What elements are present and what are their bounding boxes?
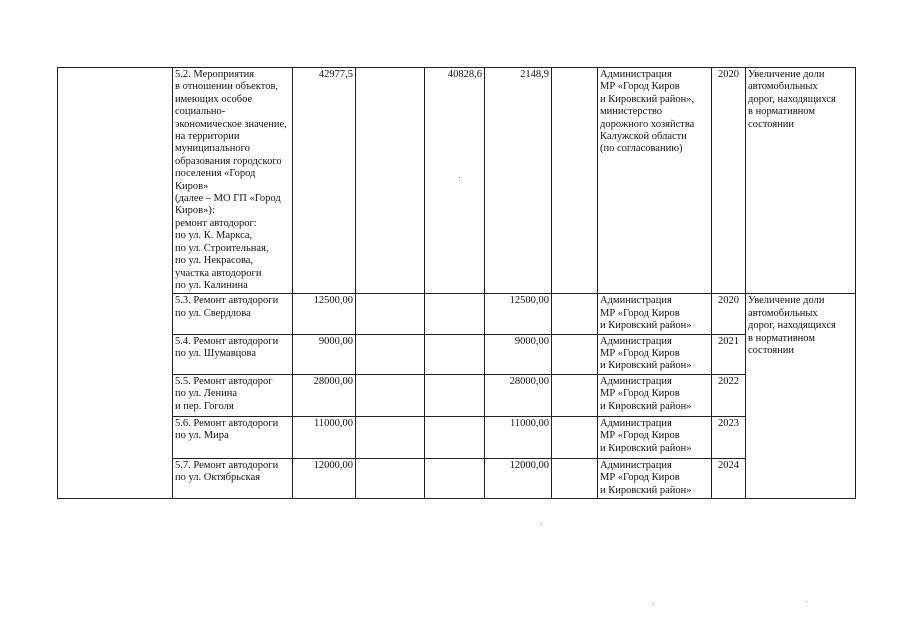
amount-col-5: 9000,00 [485, 334, 552, 374]
amount-col-6 [552, 416, 598, 458]
amount-col-6 [552, 68, 598, 294]
program-activities-table [57, 67, 856, 499]
activity-name: 5.3. Ремонт автодороги по ул. Свердлова [173, 294, 293, 334]
executor: Администрация МР «Город Киров и Кировский район» [598, 416, 712, 458]
amount-col-6 [552, 458, 598, 498]
merged-blank-cell [58, 68, 173, 499]
amount-col-3 [356, 458, 425, 498]
table-row [58, 458, 856, 498]
amount-col-4 [425, 458, 485, 498]
year: 2021 [712, 334, 746, 374]
amount-col-3 [356, 294, 425, 334]
year: 2020 [712, 294, 746, 334]
table-row [58, 374, 856, 416]
executor: Администрация МР «Город Киров и Кировский район» [598, 458, 712, 498]
amount-col-4 [425, 294, 485, 334]
amount-col-6 [552, 374, 598, 416]
scan-speck [653, 603, 654, 604]
amount-col-5: 28000,00 [485, 374, 552, 416]
year: 2022 [712, 374, 746, 416]
amount-col-5: 2148,9 [485, 68, 552, 294]
amount-col-4 [425, 416, 485, 458]
executor: Администрация МР «Город Киров и Кировский район» [598, 334, 712, 374]
activity-name: 5.5. Ремонт автодорог по ул. Ленина и пер. Гоголя [173, 374, 293, 416]
expected-result: Увеличение доли автомобильных дорог, находящихся в нормативном состоянии [746, 68, 856, 294]
executor: Администрация МР «Город Киров и Кировский район» [598, 294, 712, 334]
amount-col-3 [356, 416, 425, 458]
total-amount: 11000,00 [293, 416, 356, 458]
table-row [58, 334, 856, 374]
activity-name: 5.2. Мероприятия в отношении объектов, имеющих особое социально- экономическое значение, на территории муниципального образования городского поселения «Город Киров» (далее – МО ГП «Город Киров»): ремонт автодорог: по ул. К. Маркса, по ул. Строительная, по ул. Некрасова, участка автодороги по ул. Калинина [173, 68, 293, 294]
executor: Администрация МР «Город Киров и Кировский район» [598, 374, 712, 416]
table-row [58, 68, 856, 294]
amount-col-4 [425, 374, 485, 416]
year: 2024 [712, 458, 746, 498]
total-amount: 12500,00 [293, 294, 356, 334]
amount-col-5: 11000,00 [485, 416, 552, 458]
activity-name: 5.6. Ремонт автодороги по ул. Мира [173, 416, 293, 458]
amount-col-3 [356, 68, 425, 294]
total-amount: 12000,00 [293, 458, 356, 498]
scan-speck [806, 601, 807, 602]
total-amount: 42977,5 [293, 68, 356, 294]
amount-col-6 [552, 294, 598, 334]
executor: Администрация МР «Город Киров и Кировский район», министерство дорожного хозяйства Калужской области (по согласованию) [598, 68, 712, 294]
activity-name: 5.7. Ремонт автодороги по ул. Октябрьская [173, 458, 293, 498]
year: 2023 [712, 416, 746, 458]
year: 2020 [712, 68, 746, 294]
total-amount: 9000,00 [293, 334, 356, 374]
expected-result: Увеличение доли автомобильных дорог, находящихся в нормативном состоянии [746, 294, 856, 499]
amount-col-3 [356, 374, 425, 416]
amount-col-5: 12000,00 [485, 458, 552, 498]
activity-name: 5.4. Ремонт автодороги по ул. Шумавцова [173, 334, 293, 374]
amount-col-6 [552, 334, 598, 374]
scan-speck [541, 523, 542, 524]
scan-speck [459, 177, 460, 178]
table-row [58, 294, 856, 334]
amount-col-5: 12500,00 [485, 294, 552, 334]
amount-col-3 [356, 334, 425, 374]
total-amount: 28000,00 [293, 374, 356, 416]
amount-col-4: 40828,6 [425, 68, 485, 294]
amount-col-4 [425, 334, 485, 374]
table-row [58, 416, 856, 458]
